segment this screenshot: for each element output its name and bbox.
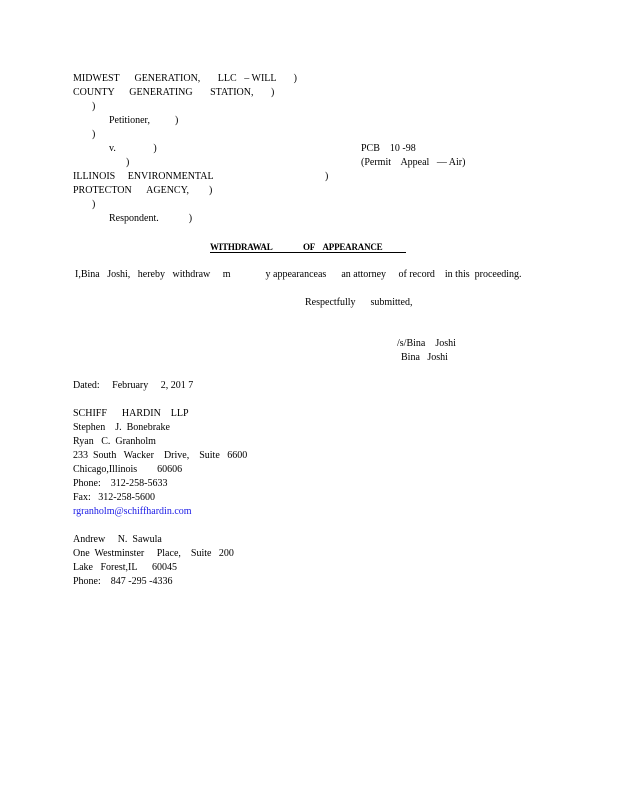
signer-name: Bina Joshi bbox=[401, 352, 448, 363]
caption-line-2: COUNTY GENERATING STATION, ) bbox=[73, 87, 275, 98]
respondent-label: Respondent. ) bbox=[109, 213, 193, 224]
cocounsel-phone: Phone: 847 -295 -4336 bbox=[73, 576, 173, 587]
case-type: (Permit Appeal — Air) bbox=[361, 157, 466, 168]
caption-paren: ) bbox=[126, 157, 130, 168]
firm-street-address: 233 South Wacker Drive, Suite 6600 bbox=[73, 450, 248, 461]
caption-paren: ) bbox=[92, 101, 96, 112]
versus-label: v. ) bbox=[109, 143, 157, 154]
title-withdrawal: WITHDRAWAL bbox=[210, 242, 273, 252]
closing-phrase: Respectfully submitted, bbox=[305, 297, 413, 308]
caption-line-illinois: ILLINOIS ENVIRONMENTAL bbox=[73, 171, 214, 182]
title-appearance: OF APPEARANCE bbox=[303, 242, 383, 252]
caption-line-agency: PROTECTON AGENCY, ) bbox=[73, 185, 213, 196]
firm-phone: Phone: 312-258-5633 bbox=[73, 478, 168, 489]
withdrawal-statement: I,Bina Joshi, hereby withdraw m y appearanceas an attorney of record in this proceeding. bbox=[75, 269, 522, 280]
date-line: Dated: February 2, 201 7 bbox=[73, 380, 194, 391]
firm-name: SCHIFF HARDIN LLP bbox=[73, 408, 189, 419]
firm-city-address: Chicago,Illinois 60606 bbox=[73, 464, 183, 475]
caption-paren: ) bbox=[92, 199, 96, 210]
caption-paren: ) bbox=[92, 129, 96, 140]
cocounsel-name: Andrew N. Sawula bbox=[73, 534, 162, 545]
cocounsel-street-address: One Westminster Place, Suite 200 bbox=[73, 548, 234, 559]
caption-paren: ) bbox=[325, 171, 329, 182]
firm-fax: Fax: 312-258-5600 bbox=[73, 492, 155, 503]
case-number: PCB 10 -98 bbox=[361, 143, 416, 154]
attorney-name: Ryan C. Granholm bbox=[73, 436, 156, 447]
title-underline bbox=[210, 252, 406, 253]
caption-line-1: MIDWEST GENERATION, LLC – WILL ) bbox=[73, 73, 297, 84]
attorney-name: Stephen J. Bonebrake bbox=[73, 422, 170, 433]
cocounsel-city-address: Lake Forest,IL 60045 bbox=[73, 562, 178, 573]
electronic-signature: /s/Bina Joshi bbox=[397, 338, 456, 349]
petitioner-label: Petitioner, ) bbox=[109, 115, 179, 126]
email-link[interactable]: rgranholm@schiffhardin.com bbox=[73, 506, 192, 517]
